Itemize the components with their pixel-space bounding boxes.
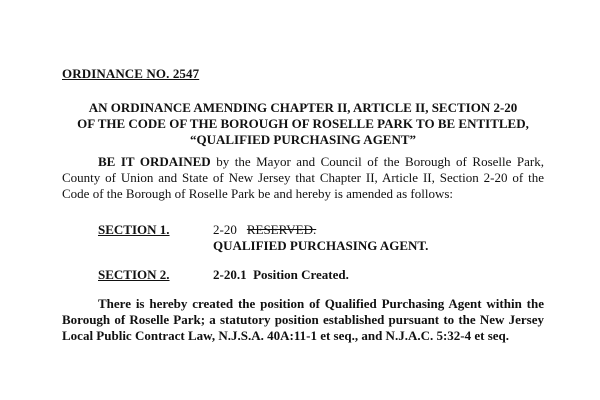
intro-paragraph — [62, 154, 544, 202]
position-created-text: There is hereby created the position of Qualified Purchasing Agent within the Borough of Roselle Park; a statutory position established pursuant to the New Jersey Local Public Contract Law, N.J.S.A. 40A:11-1 et seq., and N.J.A.C. 5:32-4 et seq. — [62, 296, 544, 343]
ordinance-title — [62, 100, 544, 148]
section-1-body — [213, 222, 428, 254]
section-1-label: SECTION 1. — [98, 222, 170, 237]
position-created-paragraph — [62, 296, 544, 344]
section-2-title: 2-20.1 Position Created. — [213, 267, 349, 282]
title-line-2: OF THE CODE OF THE BOROUGH OF ROSELLE PARK TO BE ENTITLED, — [77, 116, 529, 131]
section-1-title: QUALIFIED PURCHASING AGENT. — [213, 238, 429, 253]
title-line-3: “QUALIFIED PURCHASING AGENT” — [189, 132, 417, 147]
ordinance-number: ORDINANCE NO. 2547 — [62, 66, 200, 81]
intro-text: by the Mayor and Council of the Borough of Roselle Park, County of Union and State of New Jersey that Chapter II, Article II, Section 2-20 of the Code of the Borough of Roselle Park be and hereby is amended as follows: — [62, 154, 544, 201]
section-1-struck-text: RESERVED. — [246, 222, 317, 237]
section-2-label: SECTION 2. — [98, 267, 170, 282]
section-1-number: 2-20 — [213, 222, 237, 237]
title-line-1: AN ORDINANCE AMENDING CHAPTER II, ARTICLE II, SECTION 2-20 — [88, 100, 518, 115]
intro-lead: BE IT ORDAINED — [98, 154, 211, 169]
